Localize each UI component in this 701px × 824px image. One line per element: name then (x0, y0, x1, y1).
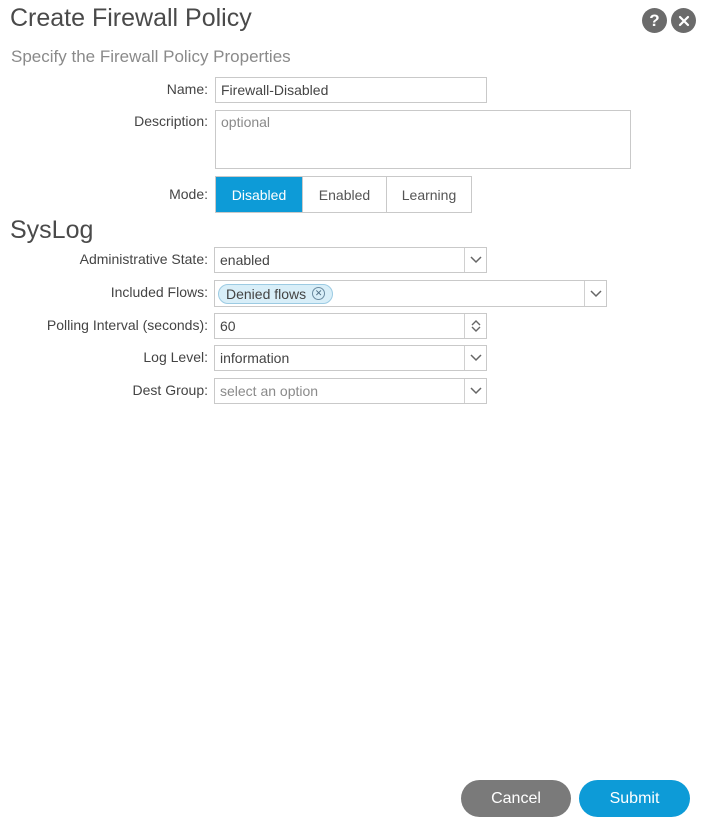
admin-state-label: Administrative State: (79, 251, 208, 267)
log-level-value: information (220, 350, 290, 366)
included-flows-label: Included Flows: (110, 284, 208, 300)
included-flows-multiselect[interactable] (214, 280, 607, 307)
mode-option-enabled[interactable]: Enabled (303, 177, 387, 212)
polling-interval-label: Polling Interval (seconds): (46, 317, 208, 333)
dest-group-placeholder: select an option (220, 383, 319, 399)
page-subtitle: Specify the Firewall Policy Properties (11, 47, 291, 66)
name-field[interactable] (215, 77, 487, 103)
chevron-down-icon[interactable] (464, 346, 486, 370)
chevron-down-icon[interactable] (464, 379, 486, 403)
chevron-down-icon[interactable] (471, 326, 481, 333)
remove-tag-icon[interactable]: ✕ (312, 287, 325, 300)
cancel-button[interactable]: Cancel (461, 780, 571, 817)
dest-group-select[interactable] (214, 378, 487, 404)
description-field[interactable] (215, 110, 631, 169)
polling-interval-stepper[interactable] (214, 313, 487, 339)
close-icon[interactable] (671, 8, 696, 33)
submit-button[interactable]: Submit (579, 780, 690, 817)
mode-label: Mode: (169, 186, 208, 202)
name-field-value: Firewall-Disabled (221, 82, 329, 98)
name-label: Name: (166, 81, 208, 97)
log-level-label: Log Level: (143, 349, 208, 365)
stepper-controls (464, 314, 486, 338)
admin-state-select[interactable] (214, 247, 487, 273)
help-icon[interactable] (642, 8, 667, 33)
syslog-section-title: SysLog (10, 216, 94, 244)
help-icon-glyph: ? (649, 11, 660, 30)
chevron-down-icon[interactable] (464, 248, 486, 272)
dest-group-label: Dest Group: (132, 382, 208, 398)
flow-tag (218, 284, 333, 304)
mode-toggle-group (215, 176, 472, 213)
log-level-select[interactable] (214, 345, 487, 371)
mode-option-learning[interactable]: Learning (387, 177, 471, 212)
description-placeholder: optional (221, 114, 271, 130)
mode-option-disabled[interactable]: Disabled (216, 177, 303, 212)
polling-interval-value: 60 (220, 318, 236, 334)
admin-state-value: enabled (220, 252, 270, 268)
page-title: Create Firewall Policy (10, 4, 252, 32)
chevron-up-icon[interactable] (471, 319, 481, 326)
description-label: Description: (134, 113, 208, 129)
chevron-down-icon[interactable] (584, 281, 606, 306)
close-x-glyph (678, 15, 690, 27)
flow-tag-label: Denied flows (226, 285, 307, 302)
